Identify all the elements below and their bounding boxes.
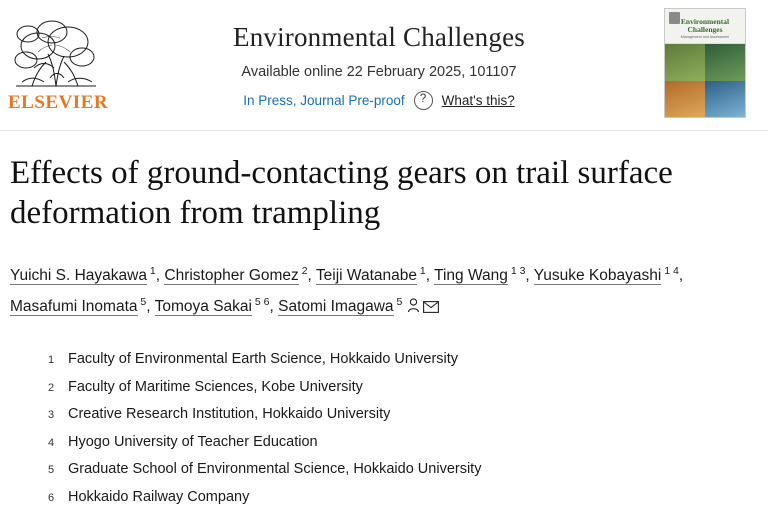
person-icon bbox=[407, 298, 420, 313]
affiliation-text: Faculty of Maritime Sciences, Kobe University bbox=[68, 378, 363, 395]
affiliation-number: 3 bbox=[48, 409, 55, 422]
author-affiliation-marker: 1 3 bbox=[507, 264, 526, 277]
article-header bbox=[0, 131, 768, 505]
affiliation-list bbox=[42, 351, 754, 505]
author-2[interactable] bbox=[164, 264, 308, 284]
author-6[interactable] bbox=[10, 298, 146, 315]
cover-masthead bbox=[665, 9, 745, 44]
in-press-link[interactable]: In Press, Journal Pre-proof bbox=[243, 93, 405, 109]
affiliation-text: Faculty of Environmental Earth Science, Hokkaido University bbox=[68, 351, 459, 368]
author-name: Tomoya Sakai bbox=[154, 298, 252, 316]
affiliation-text: Hyogo University of Teacher Education bbox=[68, 433, 318, 450]
whats-this-link[interactable]: What's this? bbox=[441, 93, 515, 109]
affiliation-number: 5 bbox=[48, 464, 55, 477]
affiliation-row bbox=[42, 489, 754, 505]
author-7[interactable] bbox=[155, 298, 270, 315]
cover-image-4 bbox=[705, 81, 745, 118]
author-5[interactable] bbox=[533, 264, 679, 284]
author-separator: , bbox=[525, 266, 534, 284]
affiliation-row bbox=[42, 379, 754, 395]
envelope-icon bbox=[423, 301, 439, 313]
affiliation-row bbox=[42, 351, 754, 367]
journal-info bbox=[120, 22, 638, 110]
author-separator: , bbox=[678, 266, 684, 284]
cover-image-grid bbox=[665, 44, 745, 117]
author-name: Christopher Gomez bbox=[164, 266, 299, 284]
author-name: Teiji Watanabe bbox=[315, 266, 417, 284]
author-affiliation-marker: 5 bbox=[137, 296, 147, 309]
cover-journal-name: Environmental Challenges bbox=[680, 17, 730, 35]
cover-journal-subtitle: Management and Assessment bbox=[680, 35, 730, 39]
affiliation-text: Graduate School of Environmental Science, Hokkaido University bbox=[68, 461, 482, 478]
author-name: Masafumi Inomata bbox=[10, 298, 138, 316]
author-3[interactable] bbox=[315, 264, 426, 284]
cover-image-2 bbox=[705, 44, 745, 81]
journal-title: Environmental Challenges bbox=[233, 22, 525, 52]
journal-header bbox=[0, 0, 768, 131]
author-separator: , bbox=[269, 298, 279, 316]
cover-image-3 bbox=[665, 81, 705, 118]
author-8[interactable] bbox=[278, 298, 442, 315]
cover-image-1 bbox=[665, 44, 705, 81]
author-4[interactable] bbox=[434, 264, 526, 284]
affiliation-number: 1 bbox=[48, 354, 55, 367]
author-separator: , bbox=[307, 266, 316, 284]
affiliation-number: 6 bbox=[48, 491, 55, 504]
help-icon[interactable]: ? bbox=[414, 91, 433, 110]
author-affiliation-marker: 5 bbox=[393, 296, 403, 309]
affiliation-row bbox=[42, 461, 754, 477]
author-affiliation-marker: 2 bbox=[298, 264, 308, 277]
author-list bbox=[10, 260, 754, 324]
author-1[interactable] bbox=[10, 264, 156, 284]
affiliation-row bbox=[42, 406, 754, 422]
affiliation-row bbox=[42, 434, 754, 450]
author-name: Yusuke Kobayashi bbox=[533, 266, 662, 284]
author-separator: , bbox=[146, 298, 155, 316]
author-affiliation-marker: 1 bbox=[147, 264, 156, 277]
author-name: Yuichi S. Hayakawa bbox=[10, 266, 147, 284]
journal-cover-thumbnail[interactable] bbox=[664, 8, 746, 118]
elsevier-wordmark: ELSEVIER bbox=[8, 92, 109, 113]
corresponding-author-icons[interactable] bbox=[407, 291, 442, 323]
author-name: Ting Wang bbox=[434, 266, 508, 284]
author-affiliation-marker: 5 6 bbox=[251, 296, 270, 309]
author-affiliation-marker: 1 bbox=[416, 264, 426, 277]
author-separator: , bbox=[155, 266, 165, 284]
affiliation-text: Hokkaido Railway Company bbox=[68, 488, 250, 505]
affiliation-number: 2 bbox=[48, 381, 55, 394]
page-title: Effects of ground-contacting gears on trail surface deformation from trampling bbox=[10, 155, 673, 232]
status-row bbox=[120, 91, 638, 110]
author-separator: , bbox=[425, 266, 435, 284]
affiliation-text: Creative Research Institution, Hokkaido University bbox=[68, 406, 391, 423]
affiliation-number: 4 bbox=[48, 436, 55, 449]
availability-text: Available online 22 February 2025, 101107 bbox=[241, 64, 517, 81]
author-name: Satomi Imagawa bbox=[278, 298, 394, 316]
author-affiliation-marker: 1 4 bbox=[661, 264, 679, 277]
